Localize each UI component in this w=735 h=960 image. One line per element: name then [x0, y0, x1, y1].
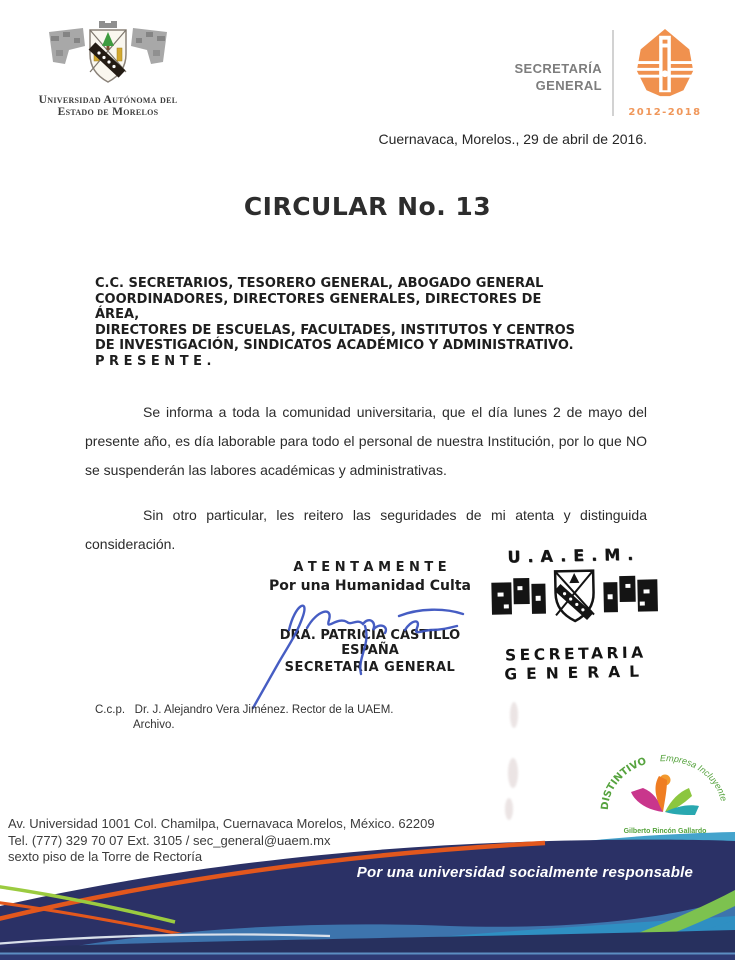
- pen-nib-tower-icon: [630, 28, 700, 100]
- scan-artifact: [510, 702, 518, 728]
- footer-address: [8, 816, 438, 866]
- addressee-line: C.C. SECRETARIOS, TESORERO GENERAL, ABOGADO GENERAL: [95, 276, 544, 291]
- office-name-line1: SECRETARÍA: [514, 61, 602, 76]
- university-crest-block: [28, 20, 188, 118]
- office-name-line2: GENERAL: [535, 78, 602, 93]
- crest-shield: [90, 30, 126, 82]
- administration-period: 2012-2018: [628, 107, 702, 118]
- ccp-recipient: Dr. J. Alejandro Vera Jiménez. Rector de la UAEM.: [134, 704, 394, 716]
- stamp-line2: GENERAL: [504, 662, 649, 684]
- scan-artifact: [508, 758, 518, 788]
- dateline: Cuernavaca, Morelos., 29 de abril de 2016.: [378, 131, 647, 147]
- body-paragraph-1: Se informa a toda la comunidad universitaria, que el día lunes 2 de mayo del presente año, es día laborable para todo el personal de nuestra Institución, por lo que NO se suspenderán las labores académicas y administrativas.: [85, 404, 647, 478]
- circular-title: CIRCULAR No. 13: [243, 192, 492, 221]
- university-name-line1: Universidad Autónoma del: [38, 94, 178, 106]
- administration-logo-block: [627, 28, 703, 118]
- header-divider: [612, 30, 614, 116]
- distintivo-arc-left-text: DISTINTIVO: [599, 756, 648, 811]
- ccp-label: C.c.p.: [95, 704, 126, 716]
- ccp-block: [95, 703, 394, 732]
- closing-salutation: A T E N T A M E N T E: [293, 560, 447, 575]
- signer-title: SECRETARIA GENERAL: [284, 660, 456, 675]
- crest-right-wing: [131, 28, 167, 64]
- distintivo-arc-right-text: Empresa Incluyente: [659, 753, 729, 803]
- office-stamp: [485, 544, 666, 684]
- stamp-acronym: U.A.E.M.: [507, 544, 641, 567]
- addressee-block: [95, 276, 585, 370]
- uaem-coat-of-arms-icon: [49, 20, 167, 92]
- addressee-line: DIRECTORES DE ESCUELAS, FACULTADES, INSTITUTOS Y CENTROS: [95, 322, 575, 338]
- office-name: [470, 60, 602, 94]
- svg-text:Empresa Incluyente: [660, 753, 729, 802]
- university-name-line2: Estado de Morelos: [57, 106, 159, 118]
- closing-motto: Por una Humanidad Culta: [269, 578, 471, 594]
- distintivo-flower-icon: [631, 775, 699, 816]
- stamp-crest-icon: [489, 563, 661, 641]
- addressee-line: COORDINADORES, DIRECTORES GENERALES, DIRECTORES DE ÁREA,: [95, 291, 542, 323]
- crest-left-wing: [49, 28, 85, 64]
- ccp-archivo: Archivo.: [133, 718, 175, 731]
- stamp-line1: SECRETARIA: [504, 643, 647, 665]
- distintivo-caption: Gilberto Rincón Gallardo: [623, 828, 707, 835]
- signer-name: DRA. PATRICIA CASTILLO ESPAÑA: [279, 628, 461, 658]
- signature-space: [255, 594, 485, 628]
- address-line: sexto piso de la Torre de Rectoría: [8, 849, 203, 864]
- footer-slogan: Por una universidad socialmente responsable: [356, 864, 693, 881]
- stamp-right-band: [603, 575, 658, 612]
- address-line: Tel. (777) 329 70 07 Ext. 3105 / sec_general@uaem.mx: [8, 832, 331, 848]
- empresa-incluyente-logo: [596, 750, 734, 842]
- stamp-shield: [555, 571, 594, 622]
- scan-artifact: [505, 798, 513, 820]
- closing-block: [255, 560, 485, 675]
- addressee-line: P R E S E N T E .: [95, 353, 212, 369]
- crest-top-ornament: [99, 21, 117, 28]
- body-paragraph-2: Sin otro particular, les reitero las seguridades de mi atenta y distinguida consideración.: [85, 507, 647, 552]
- addressee-line: DE INVESTIGACIÓN, SINDICATOS ACADÉMICO Y ADMINISTRATIVO.: [95, 338, 574, 354]
- address-line: Av. Universidad 1001 Col. Chamilpa, Cuernavaca Morelos, México. 62209: [8, 816, 435, 831]
